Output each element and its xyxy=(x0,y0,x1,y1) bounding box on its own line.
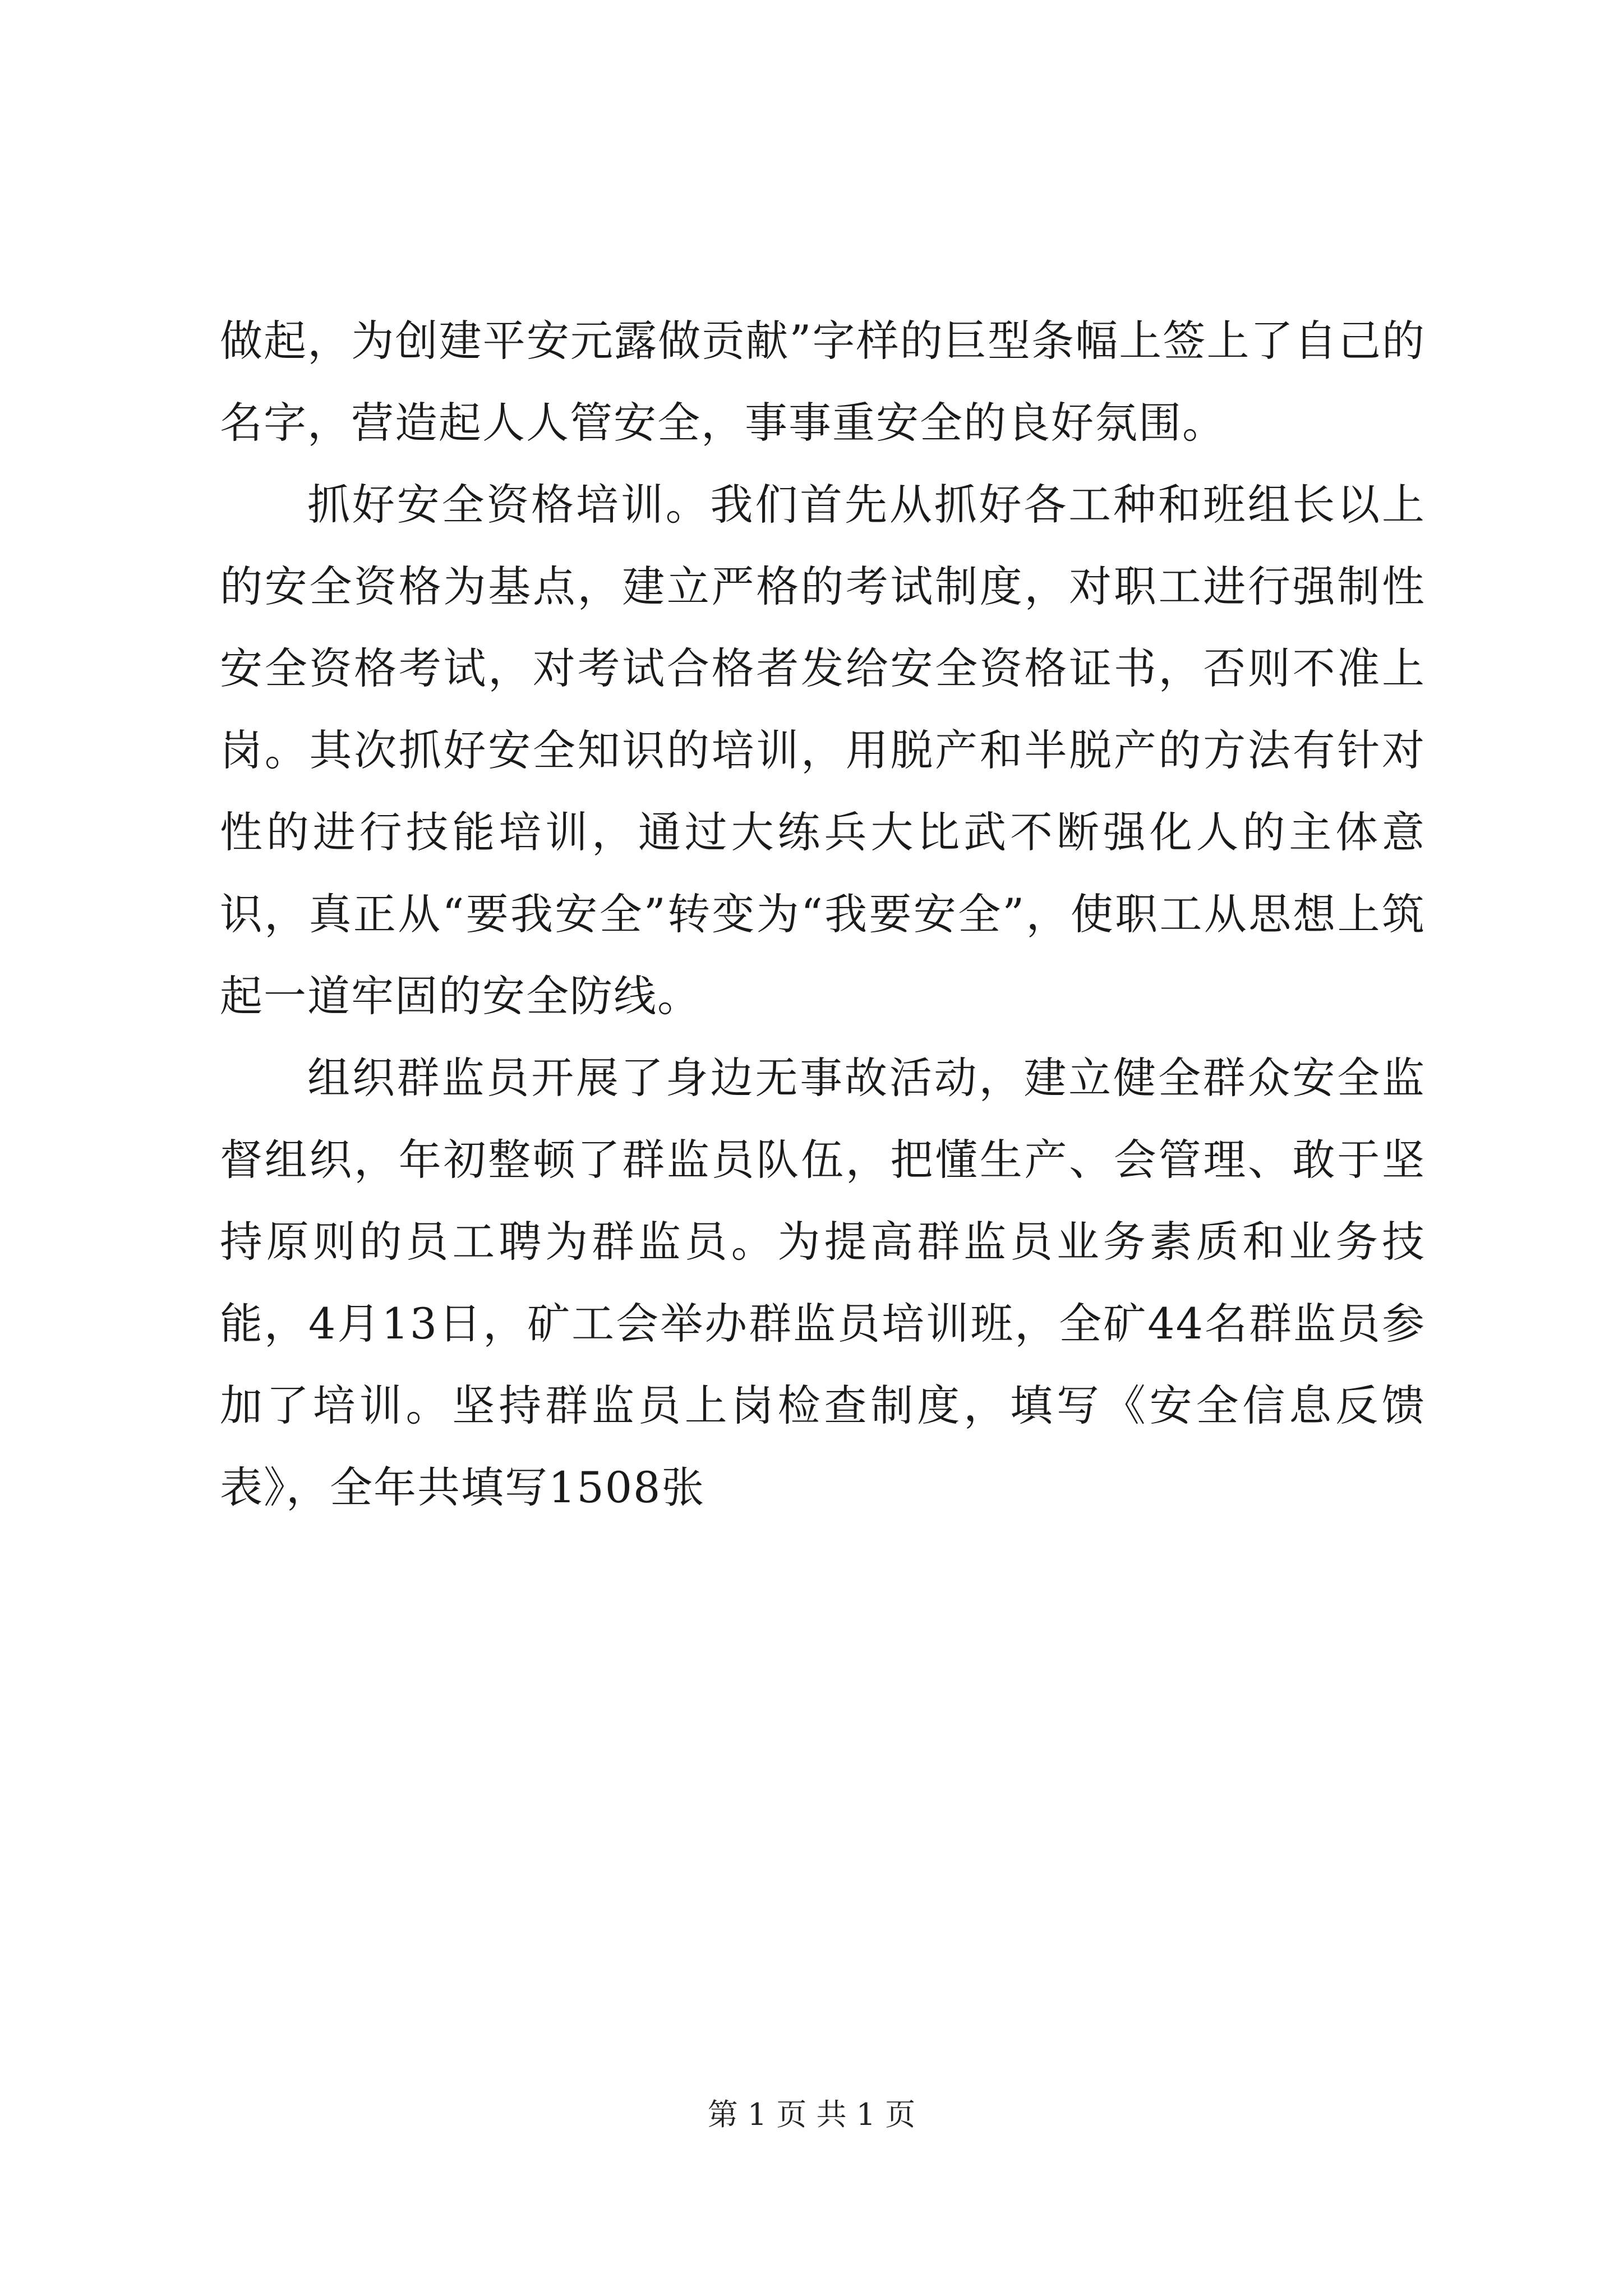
paragraph-continuation: 做起，为创建平安元露做贡献”字样的巨型条幅上签上了自己的名字，营造起人人管安全，事事重安全的良好氛围。 xyxy=(220,316,1426,448)
paragraph-supervisor-activity: 组织群监员开展了身边无事故活动，建立健全群众安全监督组织，年初整顿了群监员队伍，把懂生产、会管理、敢于坚持原则的员工聘为群监员。为提高群监员业务素质和业务技能，4月13日，矿工会举办群监员培训班，全矿44名群监员参加了培训。坚持群监员上岗检查制度，填写《安全信息反馈表》，全年共填写1508张 xyxy=(220,1053,1426,1512)
paragraph-safety-training: 抓好安全资格培训。我们首先从抓好各工种和班组长以上的安全资格为基点，建立严格的考试制度，对职工进行强制性安全资格考试，对考试合格者发给安全资格证书，否则不准上岗。其次抓好安全知识的培训，用脱产和半脱产的方法有针对性的进行技能培训，通过大练兵大比武不断强化人的主体意识，真正从“要我安全”转变为“我要安全”，使职工从思想上筑起一道牢固的安全防线。 xyxy=(220,480,1426,1021)
page-footer: 第 1 页 共 1 页 xyxy=(707,2097,916,2132)
document-body xyxy=(220,300,1426,1529)
